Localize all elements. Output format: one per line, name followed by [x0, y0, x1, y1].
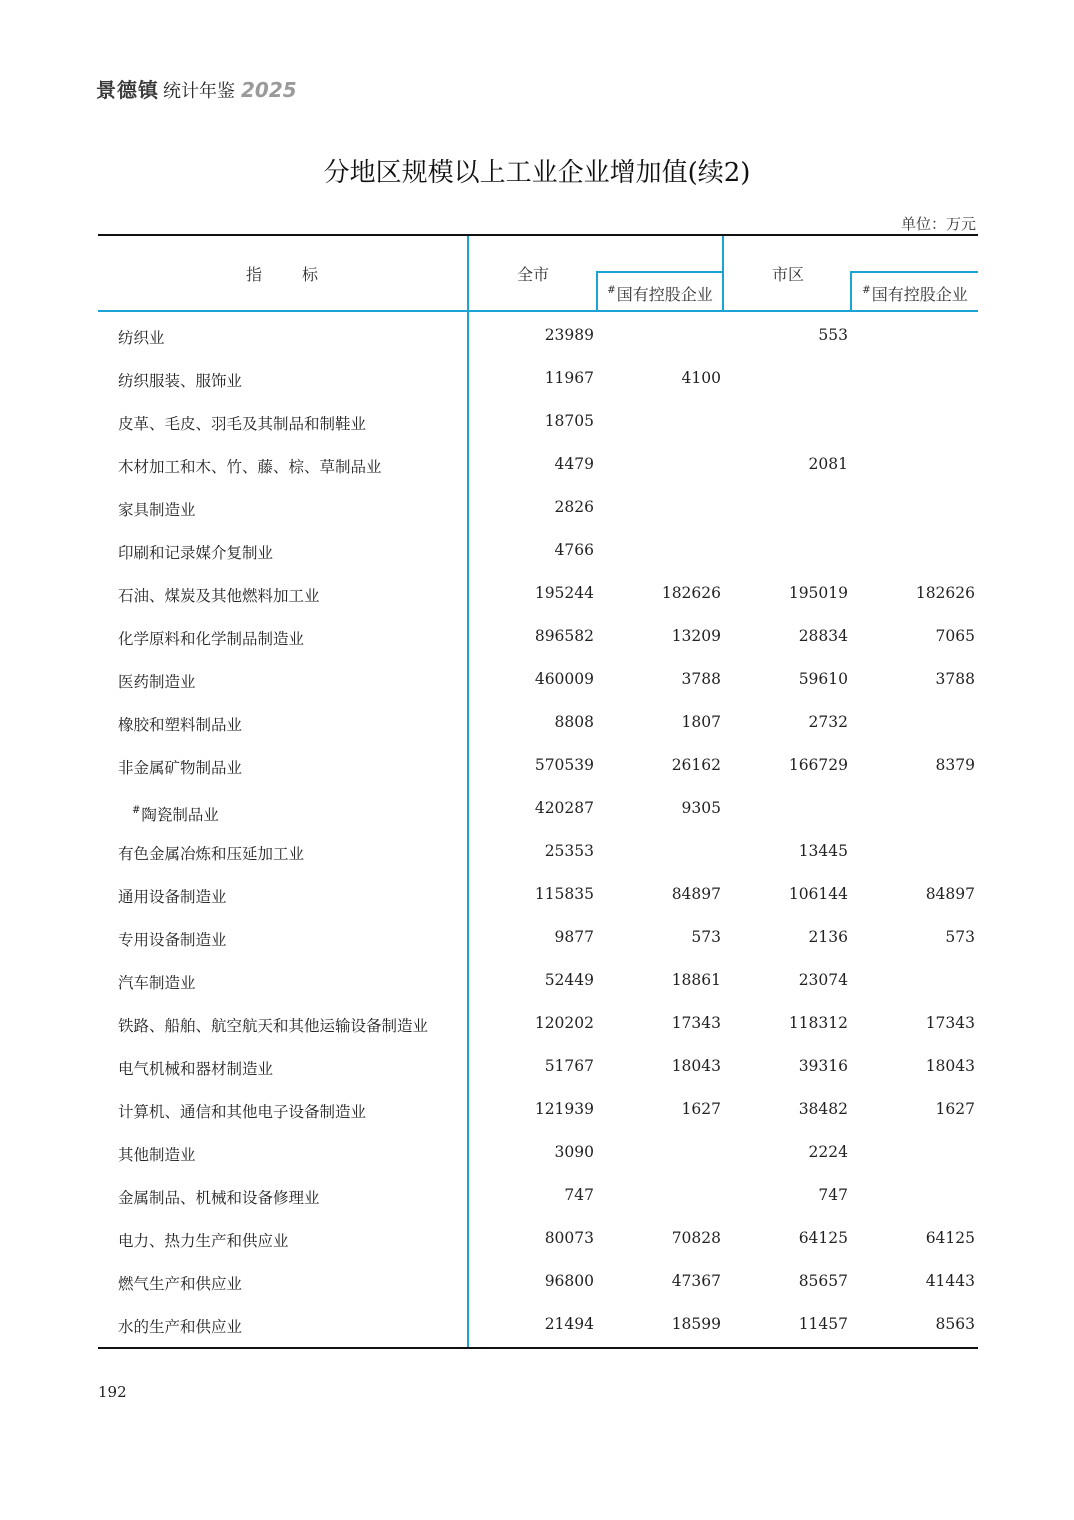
value-district: 747 — [818, 1186, 848, 1204]
value-district: 59610 — [798, 670, 848, 688]
value-all-soe: 84897 — [671, 885, 721, 903]
value-district: 28834 — [798, 627, 848, 645]
value-all-soe: 47367 — [671, 1272, 721, 1290]
table-row — [98, 1217, 978, 1260]
column-header-all-city: 全市 — [516, 265, 549, 284]
row-label: 金属制品、机械和设备修理业 — [118, 1189, 320, 1207]
value-all-soe: 18043 — [671, 1057, 721, 1075]
value-district: 2081 — [808, 455, 848, 473]
value-all-soe: 70828 — [671, 1229, 721, 1247]
value-district: 13445 — [798, 842, 848, 860]
value-all: 96800 — [544, 1272, 594, 1290]
value-all: 18705 — [544, 412, 594, 430]
table-row — [98, 873, 978, 916]
row-label: 橡胶和塑料制品业 — [118, 716, 243, 734]
row-label: 电气机械和器材制造业 — [118, 1060, 274, 1078]
value-district: 64125 — [798, 1229, 848, 1247]
value-all: 747 — [564, 1186, 594, 1204]
page-number: 192 — [98, 1383, 127, 1401]
row-label: 纺织服装、服饰业 — [118, 372, 243, 390]
row-label: 铁路、船舶、航空航天和其他运输设备制造业 — [118, 1017, 429, 1035]
value-all-soe: 17343 — [671, 1014, 721, 1032]
value-all-soe: 182626 — [661, 584, 721, 602]
row-label: 木材加工和木、竹、藤、棕、草制品业 — [118, 458, 382, 476]
column-header-city-district: 市区 — [771, 265, 804, 284]
row-label: 石油、煤炭及其他燃料加工业 — [118, 587, 320, 605]
value-district-soe: 8563 — [935, 1315, 975, 1333]
column-header-city-district-soe — [852, 282, 978, 305]
row-label: 通用设备制造业 — [118, 888, 227, 906]
value-all: 51767 — [544, 1057, 594, 1075]
value-all-soe: 18861 — [671, 971, 721, 989]
hash-mark: # — [132, 805, 141, 816]
row-label: 非金属矿物制品业 — [118, 759, 243, 777]
value-all-soe: 4100 — [681, 369, 721, 387]
row-label: 家具制造业 — [118, 501, 196, 519]
table-row — [98, 916, 978, 959]
brand-subtitle: 统计年鉴 — [163, 81, 235, 102]
table-row — [98, 959, 978, 1002]
value-district: 195019 — [788, 584, 848, 602]
table-title: 分地区规模以上工业企业增加值(续2) — [323, 158, 751, 188]
column-header-all-city-soe-label: 国有控股企业 — [616, 285, 713, 304]
table-row — [98, 1174, 978, 1217]
value-all: 2826 — [554, 498, 594, 516]
value-district-soe: 7065 — [935, 627, 975, 645]
table-row — [98, 1260, 978, 1303]
value-all: 8808 — [554, 713, 594, 731]
value-district: 39316 — [798, 1057, 848, 1075]
table-row — [98, 486, 978, 529]
value-district-soe: 1627 — [935, 1100, 975, 1118]
value-all-soe: 1807 — [681, 713, 721, 731]
row-label: 电力、热力生产和供应业 — [118, 1232, 289, 1250]
table-row — [98, 314, 978, 357]
hash-mark: # — [607, 285, 616, 296]
row-label: 有色金属冶炼和压延加工业 — [118, 845, 305, 863]
value-district: 2732 — [808, 713, 848, 731]
table-row — [98, 701, 978, 744]
header-bottom-rule — [98, 310, 978, 312]
value-all: 3090 — [554, 1143, 594, 1161]
value-district-soe: 3788 — [935, 670, 975, 688]
value-district-soe: 573 — [945, 928, 975, 946]
value-district: 106144 — [788, 885, 848, 903]
table-row — [98, 1045, 978, 1088]
table-row — [98, 357, 978, 400]
value-all: 21494 — [544, 1315, 594, 1333]
value-all-soe: 573 — [691, 928, 721, 946]
value-all: 11967 — [544, 369, 594, 387]
row-label: 燃气生产和供应业 — [118, 1275, 243, 1293]
value-all-soe: 18599 — [671, 1315, 721, 1333]
column-header-index-right: 标 — [302, 265, 321, 284]
value-all: 25353 — [544, 842, 594, 860]
value-district: 166729 — [788, 756, 848, 774]
column-header-index — [98, 262, 468, 285]
value-all: 80073 — [544, 1229, 594, 1247]
value-all-soe: 9305 — [681, 799, 721, 817]
value-all: 460009 — [534, 670, 594, 688]
table-row — [98, 658, 978, 701]
row-label: 陶瓷制品业 — [141, 806, 219, 824]
table-row — [98, 1088, 978, 1131]
table-body — [98, 314, 978, 1346]
column-header-index-left: 指 — [245, 265, 264, 284]
value-district: 2136 — [808, 928, 848, 946]
divider-city — [722, 236, 724, 311]
value-all: 9877 — [554, 928, 594, 946]
table-row — [98, 1303, 978, 1346]
brand-name: 景德镇 — [96, 78, 159, 102]
table-row — [98, 443, 978, 486]
row-label: 汽车制造业 — [118, 974, 196, 992]
table-row — [98, 400, 978, 443]
table-row — [98, 615, 978, 658]
divider-all-soe-top — [596, 271, 723, 273]
value-all: 4766 — [554, 541, 594, 559]
value-all: 4479 — [554, 455, 594, 473]
row-label: 皮革、毛皮、羽毛及其制品和制鞋业 — [118, 415, 367, 433]
value-district-soe: 17343 — [925, 1014, 975, 1032]
value-district-soe: 18043 — [925, 1057, 975, 1075]
value-all: 570539 — [534, 756, 594, 774]
value-all: 115835 — [534, 885, 594, 903]
yearbook-brand — [96, 74, 297, 102]
row-label: 水的生产和供应业 — [118, 1318, 243, 1336]
value-all: 120202 — [534, 1014, 594, 1032]
column-header-city-district-soe-label: 国有控股企业 — [871, 285, 968, 304]
value-district-soe: 41443 — [925, 1272, 975, 1290]
value-district: 85657 — [798, 1272, 848, 1290]
value-district: 23074 — [798, 971, 848, 989]
table-row — [98, 830, 978, 873]
table-row — [98, 529, 978, 572]
hash-mark: # — [862, 285, 871, 296]
row-label: 化学原料和化学制品制造业 — [118, 630, 305, 648]
row-label: 专用设备制造业 — [118, 931, 227, 949]
table-row — [98, 1002, 978, 1045]
value-district-soe: 182626 — [915, 584, 975, 602]
column-header-all-city-soe — [598, 282, 722, 305]
table-bottom-rule — [98, 1347, 978, 1349]
value-district: 11457 — [798, 1315, 848, 1333]
value-all: 52449 — [544, 971, 594, 989]
table-top-rule — [98, 234, 978, 236]
row-label: 计算机、通信和其他电子设备制造业 — [118, 1103, 367, 1121]
unit-label: 单位：万元 — [900, 215, 976, 233]
row-label: 纺织业 — [118, 329, 165, 347]
divider-city-soe-top — [850, 271, 978, 273]
row-label: 印刷和记录媒介复制业 — [118, 544, 274, 562]
value-all: 896582 — [534, 627, 594, 645]
value-all: 121939 — [534, 1100, 594, 1118]
value-district: 118312 — [788, 1014, 848, 1032]
value-all: 420287 — [534, 799, 594, 817]
value-all-soe: 13209 — [671, 627, 721, 645]
table-row — [98, 787, 978, 830]
value-district-soe: 8379 — [935, 756, 975, 774]
table-row — [98, 1131, 978, 1174]
value-all-soe: 1627 — [681, 1100, 721, 1118]
value-district-soe: 84897 — [925, 885, 975, 903]
table-row — [98, 572, 978, 615]
value-all-soe: 3788 — [681, 670, 721, 688]
value-all: 195244 — [534, 584, 594, 602]
value-all: 23989 — [544, 326, 594, 344]
value-district: 553 — [818, 326, 848, 344]
row-label: 其他制造业 — [118, 1146, 196, 1164]
row-label: 医药制造业 — [118, 673, 196, 691]
table-row — [98, 744, 978, 787]
row-label-sub — [132, 803, 219, 825]
value-district: 2224 — [808, 1143, 848, 1161]
value-district-soe: 64125 — [925, 1229, 975, 1247]
brand-year: 2025 — [241, 78, 297, 102]
value-district: 38482 — [798, 1100, 848, 1118]
value-all-soe: 26162 — [671, 756, 721, 774]
